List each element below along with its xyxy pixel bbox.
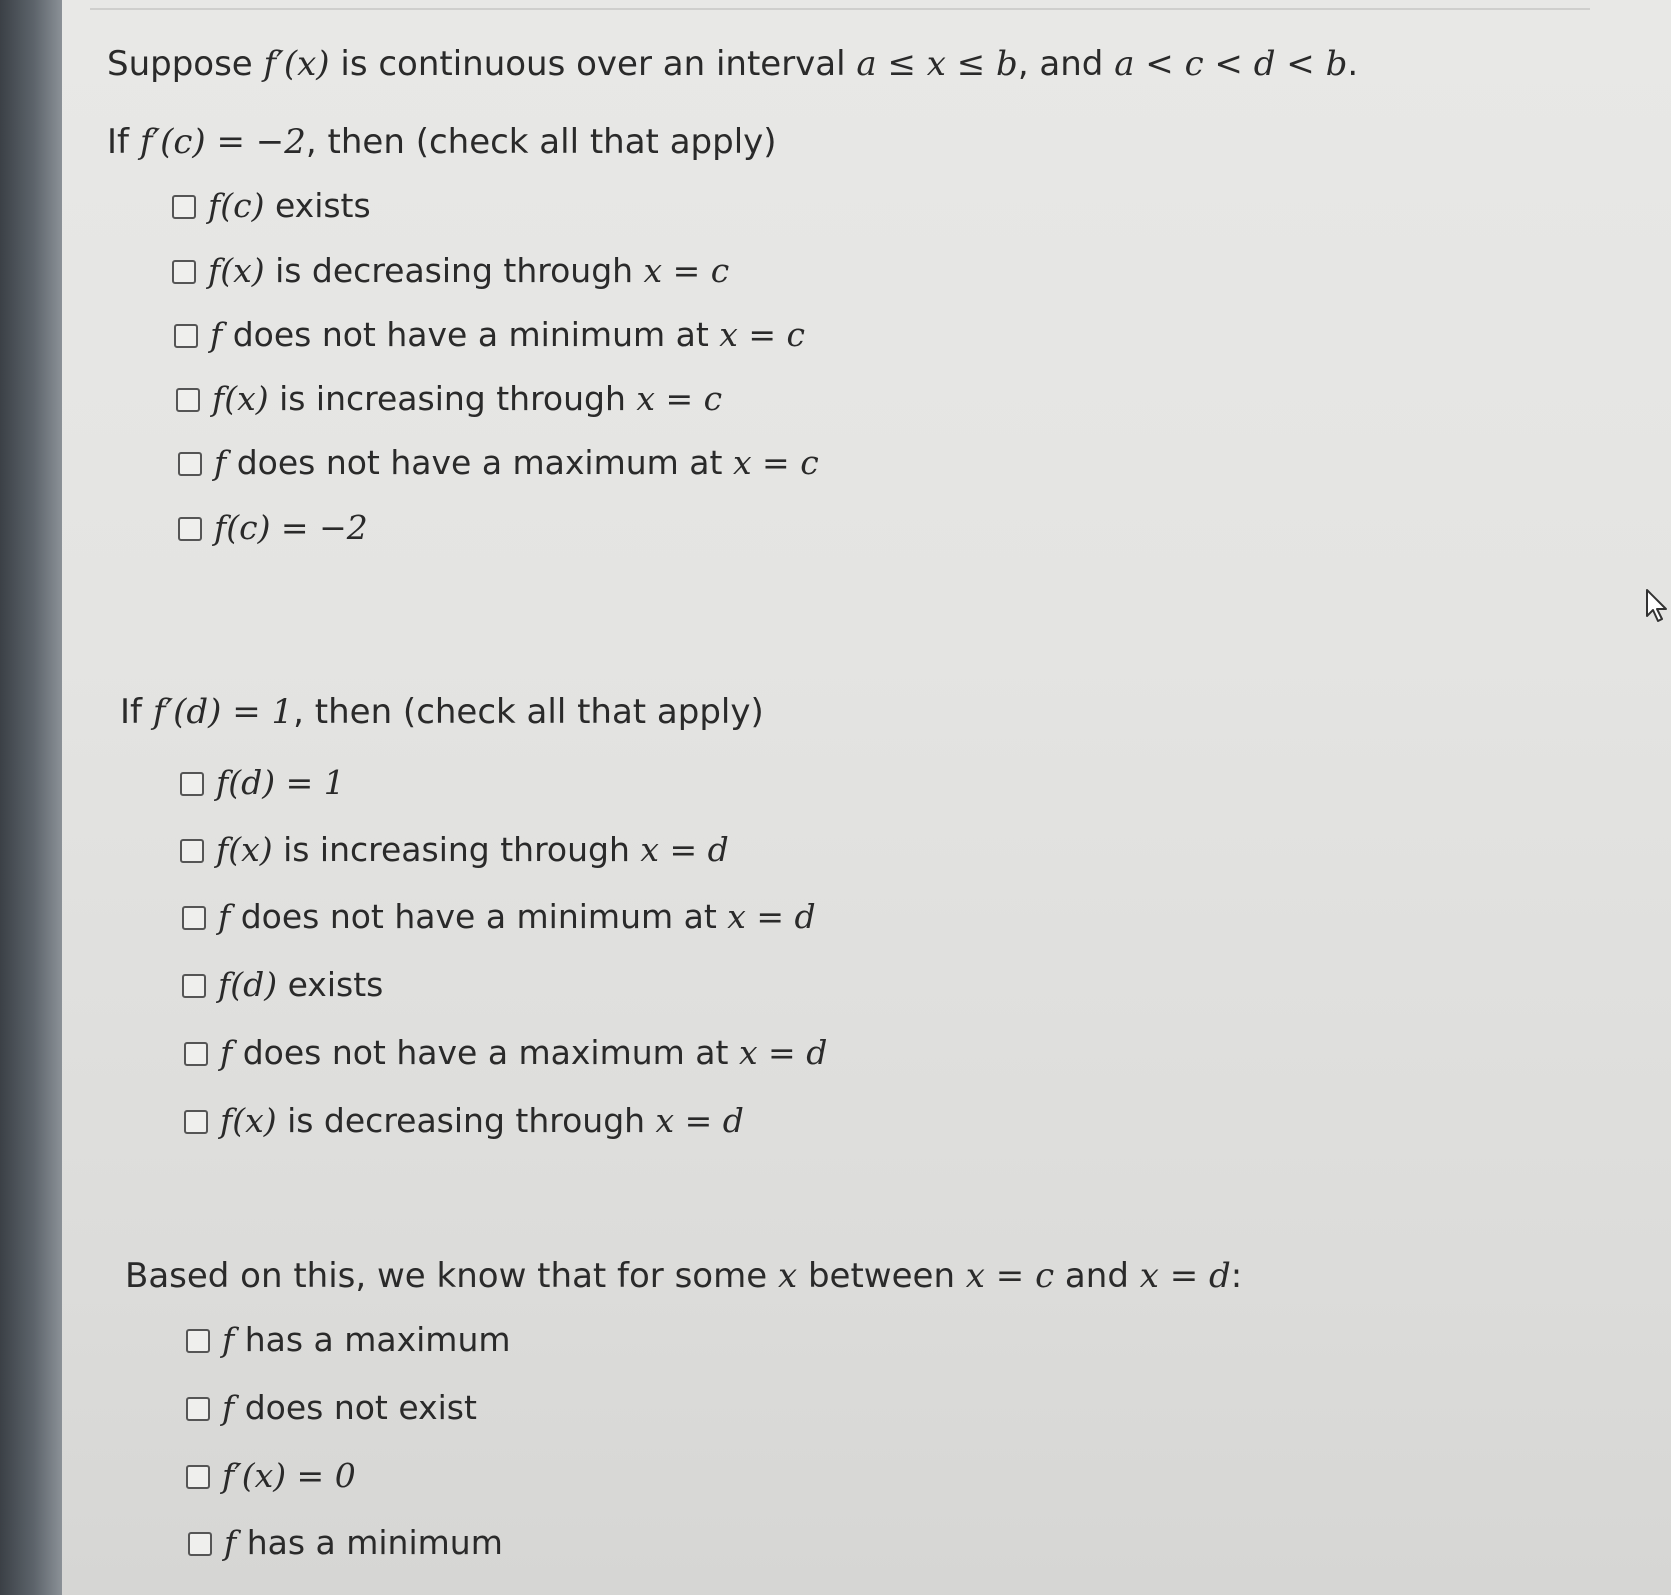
q2-option-5[interactable]: f does not have a maximum at x = d: [184, 1033, 827, 1073]
q1-option-3[interactable]: f does not have a minimum at x = c: [174, 315, 805, 355]
q3-option-2[interactable]: f does not exist: [186, 1388, 477, 1428]
q1-option-5[interactable]: f does not have a maximum at x = c: [178, 443, 819, 483]
checkbox[interactable]: [186, 1397, 210, 1421]
pointer-arrow-icon: [1645, 588, 1671, 624]
problem-statement: Suppose f′(x) is continuous over an interval a ≤ x ≤ b, and a < c < d < b.: [107, 44, 1359, 84]
monitor-bezel: [0, 0, 62, 1595]
checkbox[interactable]: [182, 974, 206, 998]
checkbox[interactable]: [186, 1329, 210, 1353]
q2-option-2[interactable]: f(x) is increasing through x = d: [180, 830, 729, 870]
q1-option-2[interactable]: f(x) is decreasing through x = c: [172, 251, 729, 291]
checkbox[interactable]: [180, 772, 204, 796]
question-2-prompt: If f′(d) = 1, then (check all that apply): [120, 692, 764, 732]
checkbox[interactable]: [184, 1042, 208, 1066]
question-3-prompt: Based on this, we know that for some x between x = c and x = d:: [125, 1256, 1243, 1296]
checkbox[interactable]: [186, 1465, 210, 1489]
question-1-prompt: If f′(c) = −2, then (check all that apply): [107, 122, 777, 162]
checkbox[interactable]: [178, 517, 202, 541]
q3-option-1[interactable]: f has a maximum: [186, 1320, 511, 1360]
checkbox[interactable]: [176, 388, 200, 412]
divider: [90, 8, 1590, 10]
q1-option-4[interactable]: f(x) is increasing through x = c: [176, 379, 722, 419]
checkbox[interactable]: [184, 1110, 208, 1134]
checkbox[interactable]: [174, 324, 198, 348]
q1-option-1[interactable]: f(c) exists: [172, 186, 371, 226]
q3-option-3[interactable]: f′(x) = 0: [186, 1456, 356, 1496]
checkbox[interactable]: [172, 260, 196, 284]
checkbox[interactable]: [188, 1532, 212, 1556]
checkbox[interactable]: [180, 839, 204, 863]
q2-option-6[interactable]: f(x) is decreasing through x = d: [184, 1101, 744, 1141]
checkbox[interactable]: [172, 195, 196, 219]
checkbox[interactable]: [182, 906, 206, 930]
q2-option-1[interactable]: f(d) = 1: [180, 763, 345, 803]
q1-option-6[interactable]: f(c) = −2: [178, 508, 368, 548]
checkbox[interactable]: [178, 452, 202, 476]
q3-option-4[interactable]: f has a minimum: [188, 1523, 503, 1563]
q2-option-3[interactable]: f does not have a minimum at x = d: [182, 897, 816, 937]
q2-option-4[interactable]: f(d) exists: [182, 965, 383, 1005]
